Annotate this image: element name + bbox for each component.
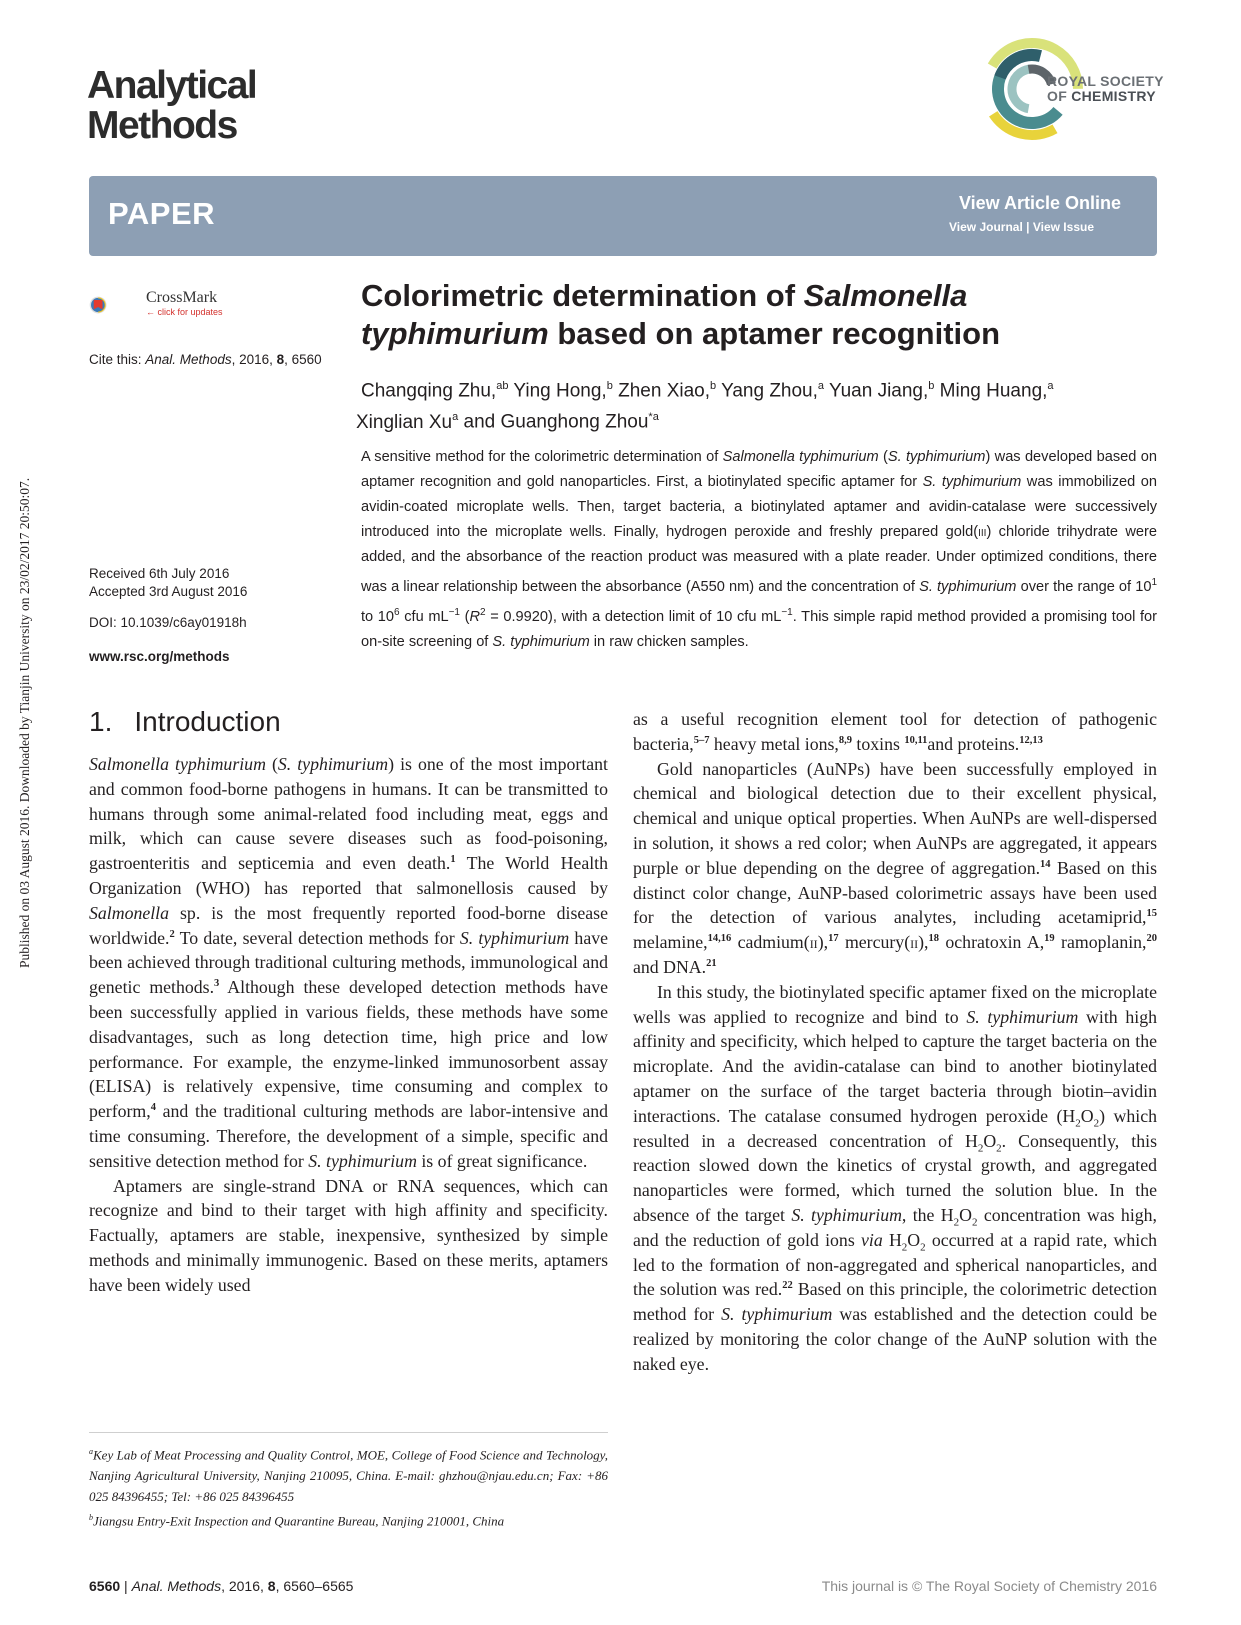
abstract: A sensitive method for the colorimetric determination of Salmonella typhimurium (S. typhimurium) was developed based on aptamer recognition and gold nanoparticles. First, a biotinylated specific aptamer for S. typhimurium was immobilized on avidin-coated microplate wells. Then, target bacteria, a biotinylated aptamer and avidin-catalase were successively introduced into the microplate wells. Finally, hydrogen peroxide and freshly prepared gold(iii) chloride trihydrate were added, and the absorbance of the reaction product was measured with a plate reader. Under optimized conditions, there was a linear relationship between the absorbance (A550 nm) and the concentration of S. typhimurium over the range of $10^1$ to $10^6$ cfu $mL^{-1}$ $(R^2 = 0.9920)$, with a detection limit of 10 cfu $mL^{-1}$. This simple rapid method provided a promising tool for on-site screening of S. typhimurium in raw chicken samples. bbox=[361, 449, 1157, 650]
page-footer-citation: 6560 | Anal. Methods, 2016, 8, 6560–6565 bbox=[89, 1578, 354, 1594]
page-number: 6560 bbox=[89, 1578, 121, 1594]
copyright-notice: This journal is © The Royal Society of Chemistry 2016 bbox=[821, 1578, 1157, 1594]
crossmark-sub[interactable]: ← click for updates bbox=[146, 307, 223, 317]
section-title: Introduction bbox=[134, 706, 281, 737]
crossmark-sub-text: click for updates bbox=[157, 307, 223, 317]
author: Ying Hong, bbox=[508, 380, 607, 402]
reference-link[interactable]: 8,9 bbox=[838, 734, 852, 746]
author: Yuan Jiang, bbox=[824, 380, 929, 402]
author-affiliation: *a bbox=[648, 411, 659, 424]
author: Ming Huang, bbox=[934, 380, 1048, 402]
section-number: 1. bbox=[89, 706, 113, 737]
title-italic1: Salmonella bbox=[803, 278, 968, 313]
author-list bbox=[356, 373, 1161, 436]
download-stamp: Published on 03 August 2016. Downloaded by Tianjin University on 23/02/2017 20:50:07. bbox=[17, 477, 32, 968]
reference-link[interactable]: 2 bbox=[169, 928, 175, 940]
accepted-date: Accepted 3rd August 2016 bbox=[89, 584, 248, 599]
reference-link[interactable]: 21 bbox=[706, 958, 717, 970]
cite-year: , 2016, bbox=[231, 352, 277, 367]
reference-link[interactable]: 14 bbox=[1040, 858, 1051, 870]
reference-link[interactable]: 4 bbox=[150, 1102, 156, 1114]
cite-prefix: Cite this: bbox=[89, 352, 146, 367]
author: Xinglian Xu bbox=[356, 411, 453, 433]
article-type-banner bbox=[89, 176, 1157, 256]
received-date: Received 6th July 2016 bbox=[89, 566, 230, 581]
doi[interactable]: DOI: 10.1039/c6ay01918h bbox=[89, 615, 247, 630]
author-affiliation: b bbox=[606, 380, 613, 392]
rsc-line2-of: OF bbox=[1047, 88, 1072, 104]
title-part2: based on aptamer recognition bbox=[548, 316, 1001, 351]
cite-page: , 6560 bbox=[284, 352, 322, 367]
reference-link[interactable]: 17 bbox=[828, 933, 839, 945]
author: Yang Zhou, bbox=[716, 380, 818, 402]
journal-title[interactable] bbox=[87, 66, 256, 146]
article-type-label: PAPER bbox=[108, 196, 216, 231]
journal-title-line2: Methods bbox=[87, 104, 237, 147]
reference-link[interactable]: 18 bbox=[928, 933, 939, 945]
footnote-divider bbox=[89, 1432, 608, 1433]
reference-link[interactable]: 14,16 bbox=[707, 933, 732, 945]
rsc-line1: ROYAL SOCIETY bbox=[1047, 73, 1164, 89]
author: Changqing Zhu, bbox=[361, 380, 497, 402]
rsc-wordmark bbox=[1047, 74, 1164, 104]
crossmark-label[interactable]: CrossMark bbox=[146, 289, 218, 306]
cite-journal: Anal. Methods bbox=[145, 352, 232, 367]
reference-link[interactable]: 5–7 bbox=[693, 734, 710, 746]
paragraph: as a useful recognition element tool for detection of pathogenic bacteria,$^{5-7}$ heavy metal ions,$^{8,9}$ toxins $^{10,11}$and proteins.$^{12,13}$ bbox=[633, 709, 1157, 754]
view-journal-link[interactable]: View Journal bbox=[949, 220, 1023, 234]
article-title bbox=[361, 277, 1161, 353]
title-italic2: typhimurium bbox=[361, 316, 549, 351]
article-dates bbox=[89, 565, 247, 601]
reference-link[interactable]: 22 bbox=[782, 1280, 793, 1292]
cite-volume: 8 bbox=[276, 352, 285, 367]
author-affiliation: b bbox=[928, 380, 935, 392]
author-affiliation: a bbox=[452, 411, 459, 424]
crossmark-icon[interactable] bbox=[89, 278, 143, 332]
reference-link[interactable]: 12,13 bbox=[1019, 734, 1043, 746]
reference-link[interactable]: 10,11 bbox=[904, 734, 928, 746]
author-affiliation: a bbox=[817, 380, 825, 392]
cite-this bbox=[89, 352, 322, 367]
body-column-left bbox=[89, 752, 608, 1298]
footnote-a: $^a$Key Lab of Meat Processing and Quality Control, MOE, College of Food Science and Technology, Nanjing Agricultural University, Nanjing 210095, China. E-mail: ghzhou@njau.edu.cn; Fax: +86 025 84396455; Tel: +86 025 84396455 bbox=[89, 1447, 608, 1505]
author-affiliation: ab bbox=[496, 380, 509, 392]
paragraph: In this study, the biotinylated specific aptamer fixed on the microplate wells was applied to recognize and bind to S. typhimurium with high affinity and specificity, which helped to capture the target bacteria on the microplate. And the avidin-catalase can bind to another biotinylated aptamer on the surface of the target bacteria through biotin–avidin interactions. The catalase consumed hydrogen peroxide $(H_2O_2)$ which resulted in a decreased concentration of $H_2O_2$. Consequently, this reaction slowed down the kinetics of crystal growth, and aggregated nanoparticles were formed, which turned the solution blue. In the absence of the target S. typhimurium, the $H_2O_2$ concentration was high, and the reduction of gold ions via $H_2O_2$ occurred at a rapid rate, which led to the formation of non-aggregated and spherical nanoparticles, and the solution was red.$^{22}$ Based on this principle, the colorimetric detection method for S. typhimurium was established and the detection could be realized by monitoring the color change of the AuNP solution with the naked eye. bbox=[633, 981, 1157, 1374]
rsc-line2-chemistry: CHEMISTRY bbox=[1071, 88, 1156, 104]
journal-title-line1: Analytical bbox=[87, 64, 257, 107]
reference-link[interactable]: 15 bbox=[1146, 908, 1157, 920]
footnote-b: $^b$Jiangsu Entry-Exit Inspection and Quarantine Bureau, Nanjing 210001, China bbox=[89, 1513, 505, 1529]
reference-link[interactable]: 1 bbox=[450, 854, 456, 866]
paragraph: Aptamers are single-strand DNA or RNA sequences, which can recognize and bind to their target with high affinity and specificity. Factually, aptamers are stable, inexpensive, synthesized by simple methods and minimally immunogenic. Based on these merits, aptamers have been widely used bbox=[89, 1175, 608, 1295]
reference-link[interactable]: 3 bbox=[214, 978, 220, 990]
author-affiliation: b bbox=[710, 380, 717, 392]
author-affiliation: a bbox=[1047, 380, 1054, 392]
paragraph: Salmonella typhimurium (S. typhimurium) is one of the most important and common food-borne pathogens in humans. It can be transmitted to humans through some animal-related food including meat, eggs and milk, which can cause severe diseases such as food-poisoning, gastroenteritis and septicemia and even death.$^1$ The World Health Organization (WHO) has reported that salmonellosis caused by Salmonella sp. is the most frequently reported food-borne disease worldwide.$^2$ To date, several detection methods for S. typhimurium have been achieved through traditional culturing methods, immunological and genetic methods.$^3$ Although these developed detection methods have been successfully applied in various fields, these methods have some disadvantages, such as long detection time, high price and low performance. For example, the enzyme-linked immunosorbent assay (ELISA) is relatively expensive, time consuming and complex to perform,$^4$ and the traditional culturing methods are labor-intensive and time consuming. Therefore, the development of a simple, specific and sensitive detection method for S. typhimurium is of great significance. bbox=[89, 754, 608, 1171]
view-links-separator: | bbox=[1022, 220, 1033, 234]
view-article-online-link[interactable]: View Article Online bbox=[958, 193, 1121, 213]
body-column-right bbox=[633, 707, 1157, 1377]
author: and Guanghong Zhou bbox=[458, 411, 649, 433]
title-part1: Colorimetric determination of bbox=[361, 278, 804, 313]
view-issue-link[interactable]: View Issue bbox=[1032, 220, 1094, 234]
rsc-line2 bbox=[1047, 89, 1164, 104]
view-links bbox=[949, 220, 1094, 234]
journal-url[interactable]: www.rsc.org/methods bbox=[89, 649, 230, 664]
section-heading-introduction bbox=[89, 706, 281, 738]
paragraph: Gold nanoparticles (AuNPs) have been successfully employed in chemical and biological detection due to their excellent physical, chemical and unique optical properties. When AuNPs are well-dispersed in solution, it shows a red color; when AuNPs are aggregated, it appears purple or blue depending on the degree of aggregation.$^{14}$ Based on this distinct color change, AuNP-based colorimetric assays have been used for the detection of various analytes, including acetamiprid,$^{15}$ melamine,$^{14,16}$ cadmium(ii),$^{17}$ mercury(ii),$^{18}$ ochratoxin A,$^{19}$ ramoplanin,$^{20}$ and DNA.$^{21}$ bbox=[633, 758, 1157, 977]
affiliation-footnotes bbox=[89, 1441, 608, 1532]
reference-link[interactable]: 20 bbox=[1146, 933, 1157, 945]
reference-link[interactable]: 19 bbox=[1044, 933, 1055, 945]
author: Zhen Xiao, bbox=[612, 380, 711, 402]
